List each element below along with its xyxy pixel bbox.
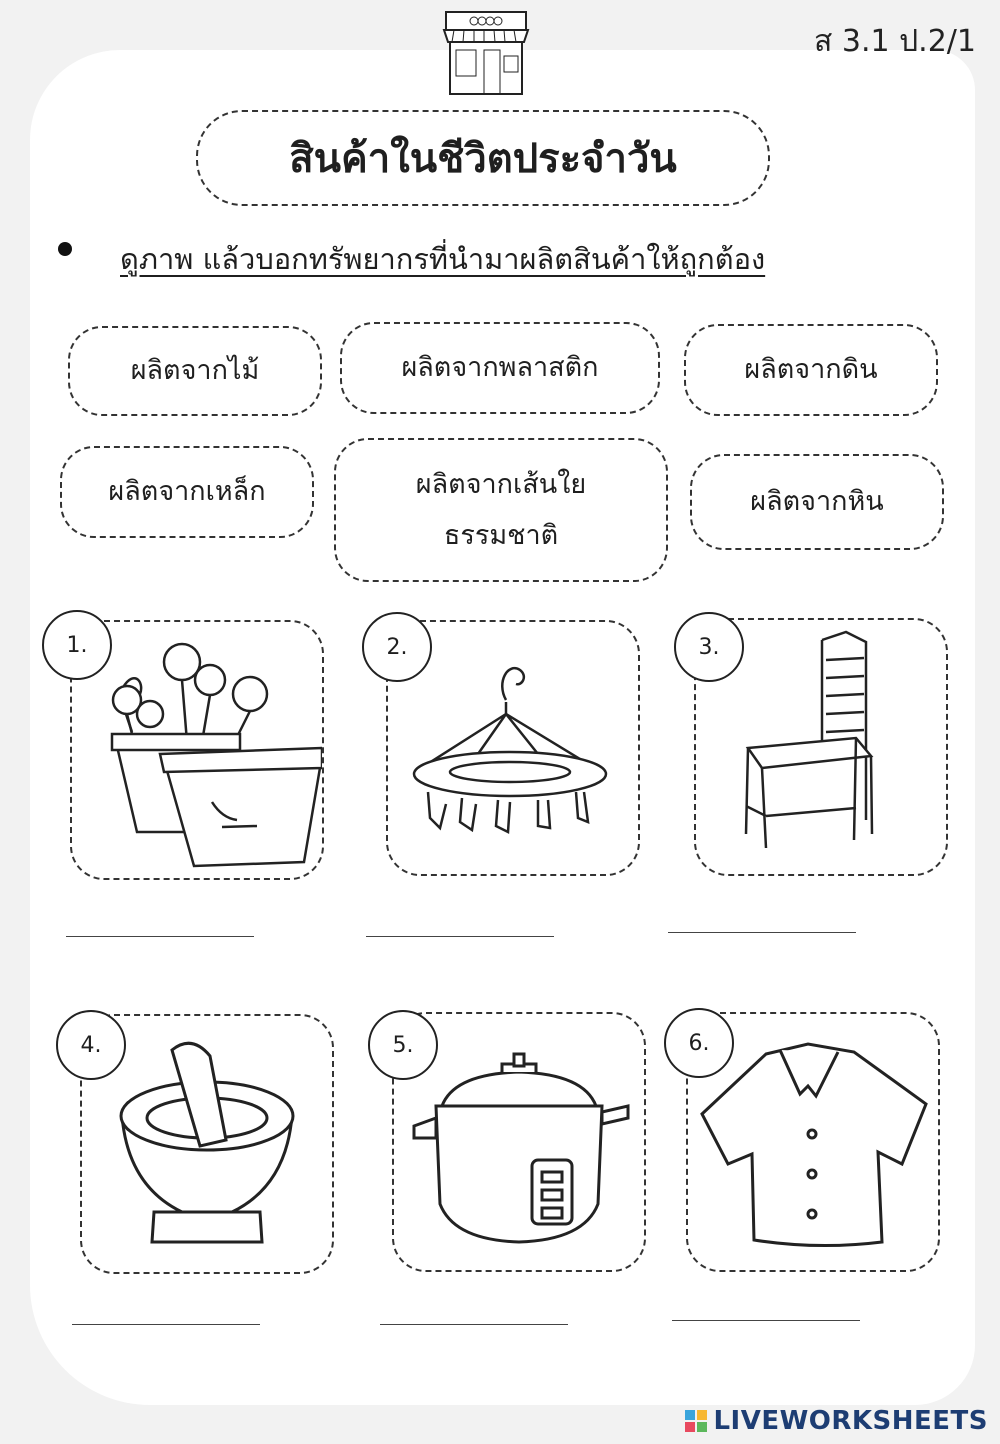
item-number-6: 6. (664, 1008, 734, 1078)
answer-blank-2[interactable] (366, 936, 554, 937)
flower-pots-icon (72, 622, 322, 878)
item-number-3: 3. (674, 612, 744, 682)
worksheet-title: สินค้าในชีวิตประจำวัน (196, 110, 770, 206)
curriculum-code: ส 3.1 ป.2/1 (814, 24, 976, 59)
option-natural-fiber[interactable] (334, 438, 668, 582)
item-number-4: 4. (56, 1010, 126, 1080)
answer-blank-5[interactable] (380, 1324, 568, 1325)
answer-blank-4[interactable] (72, 1324, 260, 1325)
instruction-text: ดูภาพ แล้วบอกทรัพยากรที่นำมาผลิตสินค้าให้ถูกต้อง (120, 242, 766, 276)
option-plastic[interactable]: ผลิตจากพลาสติก (340, 322, 660, 414)
option-natural-fiber-line1: ผลิตจากเส้นใย (415, 468, 587, 500)
answer-blank-3[interactable] (668, 932, 856, 933)
option-clay[interactable]: ผลิตจากดิน (684, 324, 938, 416)
bullet-point (58, 242, 72, 256)
item-number-5: 5. (368, 1010, 438, 1080)
answer-blank-1[interactable] (66, 936, 254, 937)
option-stone[interactable]: ผลิตจากหิน (690, 454, 944, 550)
item-number-1: 1. (42, 610, 112, 680)
option-iron[interactable]: ผลิตจากเหล็ก (60, 446, 314, 538)
option-wood[interactable]: ผลิตจากไม้ (68, 326, 322, 416)
liveworksheets-logo-icon (685, 1410, 707, 1432)
brand-name: LIVEWORKSHEETS (713, 1406, 988, 1436)
answer-blank-6[interactable] (672, 1320, 860, 1321)
shop-icon (440, 6, 532, 98)
liveworksheets-logo (685, 1406, 988, 1436)
option-natural-fiber-line2: ธรรมชาติ (443, 520, 559, 551)
item-number-2: 2. (362, 612, 432, 682)
